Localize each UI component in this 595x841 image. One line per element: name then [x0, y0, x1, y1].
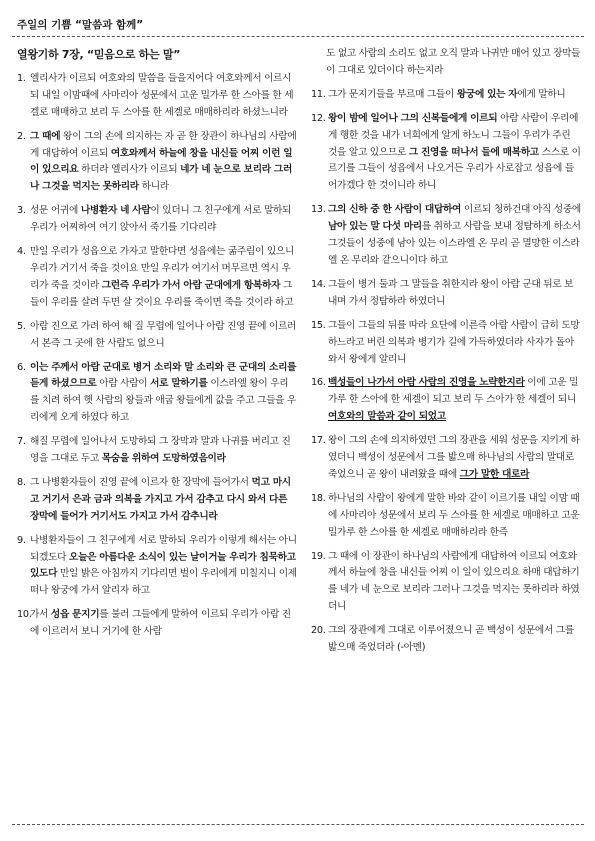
verse-text: 왕이 그의 손에 의지하였던 그의 장관을 세워 성문을 지키게 하였더니 백성이 성문에서 그를 밟으매 하나님의 사람의 말대로 죽었으니 곧 왕이 내려왔을 때에 — [328, 435, 580, 480]
verse-item — [311, 375, 582, 426]
verse-number: 11. — [311, 88, 326, 100]
verse-item — [17, 434, 297, 468]
verse-number: 6. — [17, 361, 26, 373]
verse-number: 8. — [17, 476, 26, 488]
verse-text: 그가 문지기들을 부르매 그들이 — [328, 88, 457, 100]
verse-number: 2. — [17, 130, 26, 142]
verse-emphasis: 왕이 밤에 일어나 그의 신복들에게 이르되 — [328, 112, 498, 124]
verse-item — [17, 203, 297, 237]
verse-emphasis: 그 진영을 떠나서 들에 매복하고 — [408, 146, 539, 158]
verse-emphasis: 그가 말한 대로라 — [459, 468, 530, 480]
verse-text: 그 때에 이 장관이 하나님의 사람에게 대답하여 이르되 여호와께서 하늘에 창을 내신들 어찌 이 일이 있으리요 하매 대답하기를 네가 네 눈으로 보리라 그러나 그것을 먹지는 못하리라 하였더니 — [328, 550, 580, 613]
verse-text: 에게 말하니 — [517, 88, 566, 100]
verse-emphasis: 백성들이 나가서 아람 사람의 진영을 노략한지라 — [328, 377, 525, 389]
verse-emphasis: 남아 있는 말 다섯 마리 — [328, 221, 422, 233]
verse-text: 엘리사가 이르되 여호와의 말씀을 들을지어다 여호와께서 이르시되 내일 이맘때에 사마리아 성문에서 고운 밀가루 한 스아를 한 세겔로 매매하고 보리 두 스아를 한 세겔로 매매하리라 하셨느니라 — [30, 72, 294, 118]
bottom-divider — [12, 824, 584, 825]
verse-text: 아람 사람이 — [96, 378, 151, 390]
verse-text: 그의 장관에게 그대로 이루어졌으니 곧 백성이 성문에서 그를 밟으매 죽었더라 (-아멘) — [328, 625, 574, 654]
verse-text: 해질 무렵에 일어나서 도망하되 그 장막과 말과 나귀를 버리고 진영을 그대로 두고 — [30, 436, 291, 465]
right-verse-list — [311, 87, 582, 657]
left-column — [17, 46, 297, 648]
verse-text: 를 불러 그들에게 말하여 이르되 우리가 아람 진에 이르러서 보니 거기에 한 사람 — [30, 609, 291, 638]
verse-text: 가서 — [30, 609, 51, 621]
right-column — [311, 46, 582, 664]
verse-emphasis: 서로 말하기를 — [150, 378, 208, 390]
verse-text: 스스로 이르기를 그들이 성읍에서 나오거든 우리가 사로잡고 성읍에 들어가겠다 한 것이니라 하니 — [328, 146, 581, 192]
verse-item — [311, 202, 582, 270]
verse-text: 만일 우리가 성읍으로 가자고 말한다면 성읍에는 굶주림이 있으니 우리가 거기서 죽을 것이요 만일 우리가 여기서 머무르면 역시 우리가 죽을 것이라 — [30, 246, 295, 291]
verse-text: 이에 고운 밀가루 한 스아에 한 세겔이 되고 보리 두 스아가 한 세겔이 되니 — [328, 377, 579, 406]
verse-text: 그 나병환자들이 진영 끝에 이르자 한 장막에 들어가서 — [30, 476, 252, 488]
verse-text: 아람 진으로 가려 하여 해 질 무렵에 일어나 아람 진영 끝에 이르러서 본즉 그 곳에 한 사람도 없으니 — [30, 320, 297, 349]
verse-number: 15. — [311, 319, 326, 331]
verse-item — [311, 277, 582, 311]
verse-item — [17, 475, 297, 526]
verse-number: 10. — [17, 609, 32, 621]
verse-text: 만일 밝은 아침까지 기다리면 벌이 우리에게 미칠지니 이제 떠나 왕궁에 가서 알리자 하고 — [30, 568, 297, 597]
verse-text: 이스라엘 왕이 우리를 치려 하여 헷 사람의 왕들과 애굽 왕들에게 값을 주고 그들을 우리에게 오게 하였다 하고 — [30, 378, 297, 424]
verse-item — [311, 433, 582, 484]
verse-emphasis: 오늘은 아름다운 소식이 있는 날이거늘 우리가 침묵하고 있도다 — [30, 551, 296, 580]
verse-text: 나병환자들이 그 친구에게 서로 말하되 우리가 이렇게 해서는 아니되겠도다 — [30, 534, 297, 563]
verse-number: 5. — [17, 320, 26, 332]
verse-emphasis: 네가 네 눈으로 보리라 그러나 그것을 먹지는 못하리라 — [30, 164, 293, 193]
left-verse-list — [17, 71, 297, 641]
verse-emphasis: 성읍 문지기 — [50, 609, 100, 621]
verse-item — [311, 318, 582, 369]
verse-text: 하나님의 사람이 왕에게 말한 바와 같이 이르기를 내일 이맘 때에 사마리아 성문에서 보리 두 스아를 한 세겔로 매매하고 고운 밀가루 한 스아를 한 세겔로 매매하리라 한즉 — [328, 492, 580, 538]
verse-text: 하니라 — [138, 181, 169, 193]
verse-item — [311, 623, 582, 657]
verse-item — [17, 244, 297, 312]
verse-emphasis: 나병환자 네 사람 — [80, 205, 151, 217]
verse-emphasis: 왕궁에 있는 자 — [456, 88, 518, 100]
verse-text: 를 취하고 사람을 보내 정탐하게 하소서 그것들이 성중에 남아 있는 이스라엘 온 무리 곧 멸망한 이스라엘 온 무리와 같으니이다 하고 — [328, 221, 581, 266]
page-header — [0, 0, 595, 38]
verse-item — [311, 549, 582, 617]
verse-text: 하더라 엘리사가 이르되 — [78, 164, 181, 176]
verse-number: 17. — [311, 435, 326, 447]
verse-emphasis: 그 때에 — [30, 130, 61, 142]
verse-item — [17, 607, 297, 641]
verse-item — [17, 360, 297, 428]
verse-text: 이르되 청하건대 아직 성중에 — [461, 204, 581, 216]
verse-item — [311, 111, 582, 196]
verse-emphasis: 그런즉 우리가 가서 아람 군대에게 항복하자 — [101, 279, 281, 291]
verse-emphasis: 목숨을 위하여 도망하였음이라 — [101, 453, 226, 465]
verse-number: 12. — [311, 112, 326, 124]
verse-emphasis: 이는 주께서 아람 군대로 병거 소리와 말 소리와 큰 군대의 소리를 듣게 하셨으므로 — [30, 361, 297, 390]
verse-number: 4. — [17, 246, 26, 258]
verse-item — [311, 87, 582, 104]
verse-number: 7. — [17, 436, 26, 448]
verse-text: 그들이 그들의 뒤를 따라 요단에 이른즉 아람 사람이 급히 도망하느라고 버린 의복과 병기가 길에 가득하였더라 사자가 돌아와서 왕에게 알리니 — [328, 319, 580, 365]
verse-emphasis: 그의 신하 중 한 사람이 대답하여 — [328, 204, 462, 216]
verse-number: 20. — [311, 625, 326, 637]
chapter-title: 열왕기하 7장, “믿음으로 하는 말” — [17, 48, 181, 61]
verse-item — [17, 533, 297, 601]
verse-number: 9. — [17, 534, 26, 546]
page-title: 주일의 기쁨 “말씀과 함께” — [17, 19, 144, 31]
verse-item — [17, 319, 297, 353]
verse-number: 13. — [311, 204, 326, 216]
verse-item — [17, 71, 297, 122]
verse-emphasis: 먹고 마시고 거기서 은과 금과 의복을 가지고 가서 감추고 다시 와서 다른 장막에 들어가 거기서도 가지고 가서 감추니라 — [30, 476, 291, 522]
verse-emphasis: 여호와의 말씀과 같이 되었고 — [328, 411, 446, 423]
verse-text: 이 있더니 그 친구에게 서로 말하되 우리가 어찌하여 여기 앉아서 죽기를 기다리랴 — [30, 205, 292, 234]
verse-10-continuation: 도 없고 사람의 소리도 없고 오직 말과 나귀만 매어 있고 장막들이 그대로 있더이다 하는지라 — [326, 48, 581, 76]
verse-item — [311, 491, 582, 542]
verse-text: 그들이 우리를 살려 두면 살 것이요 우리를 죽이면 죽을 것이라 하고 — [30, 279, 294, 308]
verse-number: 18. — [311, 492, 326, 504]
verse-text: 성문 어귀에 — [30, 205, 81, 217]
verse-text: 왕이 그의 손에 의지하는 자 곧 한 장관이 하나님의 사람에게 대답하여 이르되 — [30, 130, 297, 159]
verse-number: 3. — [17, 205, 26, 217]
verse-number: 19. — [311, 550, 326, 562]
verse-text: 아람 사람이 우리에게 행한 것을 내가 너희에게 알게 하노니 그들이 우리가 주린 것을 알고 있으므로 — [328, 112, 579, 158]
verse-text: 그들이 병거 둘과 그 말들을 취한지라 왕이 아람 군대 뒤로 보내며 가서 정탐하라 하였더니 — [328, 278, 574, 307]
verse-number: 1. — [17, 72, 26, 84]
verse-number: 14. — [311, 278, 326, 290]
verse-emphasis: 여호와께서 하늘에 창을 내신들 어찌 이런 일이 있으리요 — [30, 147, 293, 176]
verse-number: 16. — [311, 377, 326, 389]
top-divider — [12, 36, 584, 37]
verse-item — [17, 129, 297, 197]
